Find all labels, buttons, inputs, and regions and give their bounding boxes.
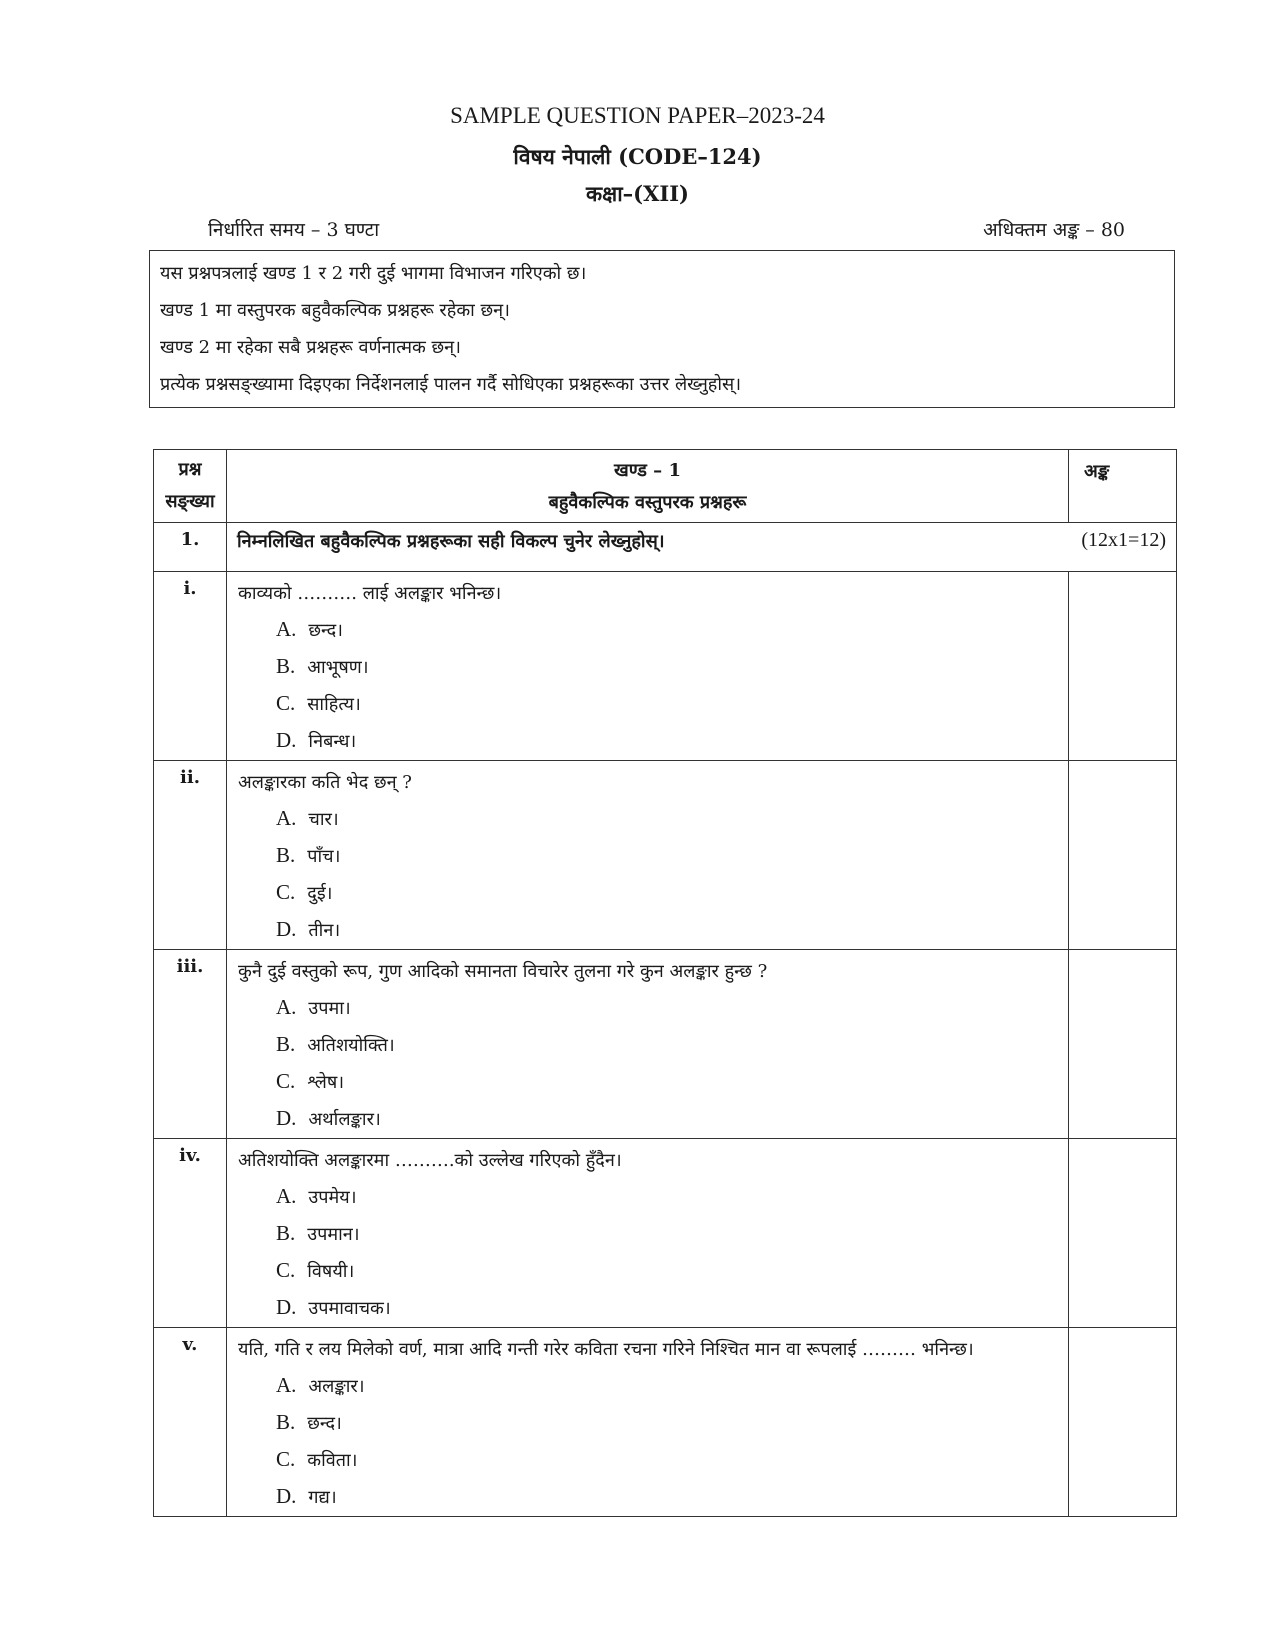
instruction-line: प्रत्येक प्रश्नसङ्ख्यामा दिइएका निर्देशनलाई पालन गर्दै सोधिएका प्रश्नहरूका उत्तर लेख्नुहोस्। (160, 374, 742, 395)
option-text: चार। (308, 809, 339, 830)
maximum-marks: अधिक्तम अङ्क – 80 (983, 219, 1125, 241)
option-letter: A. (276, 1184, 297, 1208)
answer-option (228, 1404, 1067, 1441)
table-header-row (154, 450, 1177, 523)
option-text: उपमावाचक। (308, 1298, 391, 1319)
answer-option (228, 1026, 1067, 1063)
option-letter: D. (276, 1484, 297, 1508)
option-letter: C. (276, 1447, 296, 1471)
subject-title: विषय नेपाली (CODE–124) (513, 144, 762, 169)
question-number: 1. (154, 523, 227, 572)
option-letter: B. (276, 1410, 296, 1434)
answer-option (228, 648, 1067, 685)
instructions-box (149, 250, 1175, 408)
class-title: कक्षा–(XII) (586, 181, 689, 206)
section-title: खण्ड – 1 (614, 460, 681, 481)
option-letter: A. (276, 806, 297, 830)
option-text: दुई। (307, 883, 333, 904)
option-text: साहित्य। (307, 694, 361, 715)
answer-option (228, 1252, 1067, 1289)
marks-cell (1069, 761, 1177, 950)
question-cell (227, 950, 1069, 1139)
header-num-line-1: प्रश्न (178, 459, 202, 480)
option-text: विषयी। (307, 1261, 355, 1282)
answer-option (228, 1289, 1067, 1326)
time-allowed: निर्धारित समय – 3 घण्टा (208, 219, 380, 241)
answer-option (228, 911, 1067, 948)
option-letter: B. (276, 1032, 296, 1056)
marks-cell (1069, 572, 1177, 761)
answer-option (228, 800, 1067, 837)
section-subtitle: बहुवैकल्पिक वस्तुपरक प्रश्नहरू (548, 492, 747, 513)
option-text: कविता। (307, 1450, 358, 1471)
option-text: श्लेष। (307, 1072, 345, 1093)
option-letter: C. (276, 880, 296, 904)
option-text: उपमा। (308, 998, 351, 1019)
instruction-line: यस प्रश्नपत्रलाई खण्ड 1 र 2 गरी दुई भागमा विभाजन गरिएको छ। (160, 263, 587, 284)
answer-option (228, 1063, 1067, 1100)
answer-option (228, 722, 1067, 759)
marks-cell (1069, 950, 1177, 1139)
option-text: अतिशयोक्ति। (307, 1035, 395, 1056)
option-letter: D. (276, 1295, 297, 1319)
marks-cell (1069, 1139, 1177, 1328)
header-num-line-2: सङ्ख्या (165, 491, 215, 512)
option-text: उपमान। (307, 1224, 360, 1245)
paper-title: SAMPLE QUESTION PAPER–2023-24 (450, 103, 825, 128)
question-text: यति, गति र लय मिलेको वर्ण, मात्रा आदि गन्ती गरेर कविता रचना गरिने निश्चित मान वा रूपलाई ……… भनिन्छ। (238, 1339, 974, 1360)
question-number: i. (154, 572, 227, 761)
question-number: iv. (154, 1139, 227, 1328)
question-row (154, 1139, 1177, 1328)
option-text: पाँच। (307, 846, 341, 867)
instruction-line: खण्ड 1 मा वस्तुपरक बहुवैकल्पिक प्रश्नहरू रहेका छन्। (160, 300, 510, 321)
answer-option (228, 837, 1067, 874)
question-cell (227, 1328, 1069, 1517)
question-text: काव्यको ………. लाई अलङ्कार भनिन्छ। (238, 583, 502, 604)
answer-option (228, 989, 1067, 1026)
option-text: निबन्ध। (308, 731, 357, 752)
option-letter: C. (276, 1069, 296, 1093)
option-text: उपमेय। (308, 1187, 357, 1208)
option-letter: D. (276, 917, 297, 941)
question-cell (227, 572, 1069, 761)
answer-option (228, 1441, 1067, 1478)
question-number: v. (154, 1328, 227, 1517)
question-cell (227, 761, 1069, 950)
option-letter: C. (276, 1258, 296, 1282)
answer-option (228, 1100, 1067, 1137)
option-text: छन्द। (308, 620, 343, 641)
answer-option (228, 874, 1067, 911)
section-header (227, 450, 1069, 523)
question-row (154, 523, 1177, 572)
question-marks: (12x1=12) (1081, 529, 1166, 551)
option-letter: C. (276, 691, 296, 715)
option-text: तीन। (308, 920, 341, 941)
question-row (154, 761, 1177, 950)
option-text: आभूषण। (307, 657, 369, 678)
answer-option (228, 685, 1067, 722)
option-letter: D. (276, 1106, 297, 1130)
option-letter: B. (276, 654, 296, 678)
question-instruction: निम्नलिखित बहुवैकल्पिक प्रश्नहरूका सही विकल्प चुनेर लेख्नुहोस्। (237, 531, 665, 552)
question-table (153, 449, 1177, 1517)
option-letter: A. (276, 1373, 297, 1397)
instruction-line: खण्ड 2 मा रहेका सबै प्रश्नहरू वर्णनात्मक छन्। (160, 337, 461, 358)
question-number: iii. (154, 950, 227, 1139)
answer-option (228, 1178, 1067, 1215)
question-text: कुनै दुई वस्तुको रूप, गुण आदिको समानता विचारेर तुलना गरे कुन अलङ्कार हुन्छ ? (238, 961, 768, 982)
option-text: अलङ्कार। (308, 1376, 365, 1397)
question-row (154, 572, 1177, 761)
question-text: अलङ्कारका कति भेद छन् ? (238, 772, 412, 793)
answer-option (228, 1367, 1067, 1404)
marks-cell (1069, 1328, 1177, 1517)
question-text: अतिशयोक्ति अलङ्कारमा ……….को उल्लेख गरिएको हुँदैन। (238, 1150, 622, 1171)
marks-header (1069, 450, 1177, 523)
question-row (154, 950, 1177, 1139)
mcq-list (154, 572, 1177, 1517)
answer-option (228, 1215, 1067, 1252)
option-letter: B. (276, 1221, 296, 1245)
option-text: छन्द। (307, 1413, 342, 1434)
question-number-header (154, 450, 227, 523)
question-text (227, 523, 1177, 572)
question-cell (227, 1139, 1069, 1328)
option-letter: A. (276, 617, 297, 641)
option-letter: B. (276, 843, 296, 867)
question-row (154, 1328, 1177, 1517)
option-letter: D. (276, 728, 297, 752)
question-number: ii. (154, 761, 227, 950)
answer-option (228, 611, 1067, 648)
option-text: अर्थालङ्कार। (308, 1109, 381, 1130)
answer-option (228, 1478, 1067, 1515)
marks-header-label: अङ्क (1084, 461, 1110, 482)
option-text: गद्य। (308, 1487, 337, 1508)
option-letter: A. (276, 995, 297, 1019)
